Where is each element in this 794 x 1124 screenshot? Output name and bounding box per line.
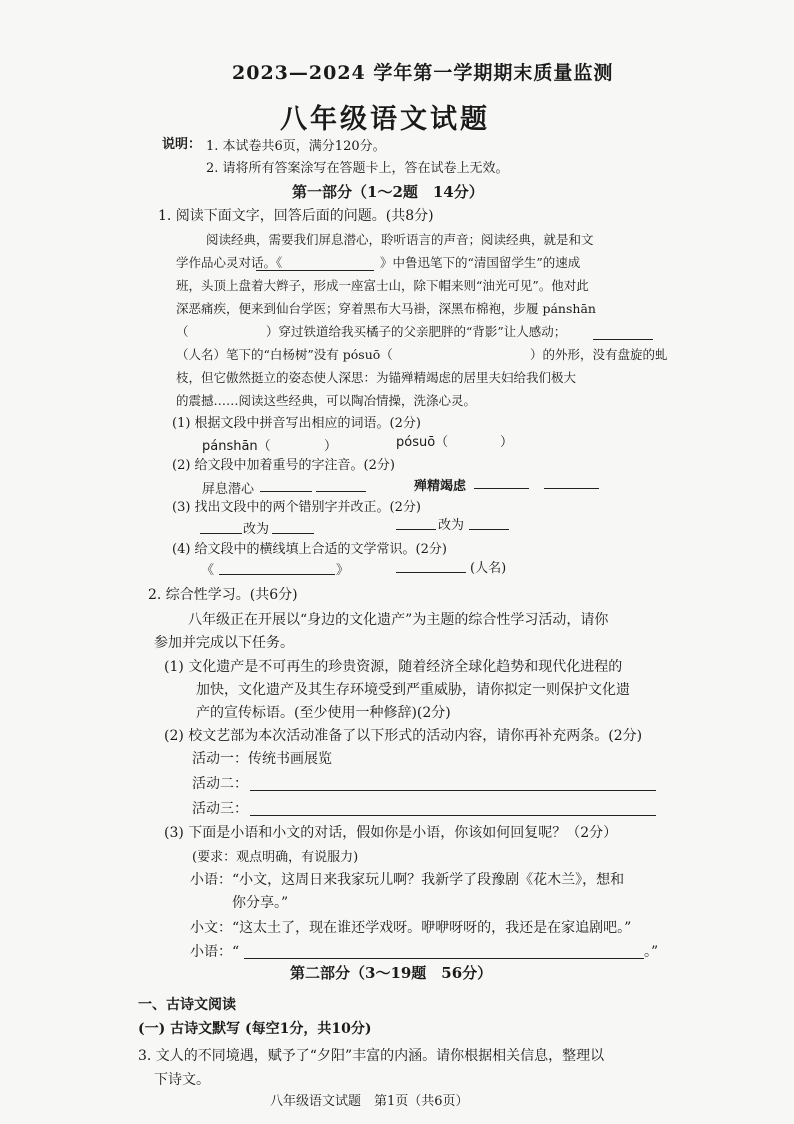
passage-line-2a: 学作品心灵对话。《: [176, 255, 283, 270]
page-footer: 八年级语文试题 第1页（共6页）: [270, 1094, 469, 1109]
notes-line-1: 1. 本试卷共6页，满分120分。: [206, 139, 386, 154]
pinyin-b-label: pósuō（: [396, 435, 449, 450]
q3-line-1: 3. 文人的不同境遇，赋予了“夕阳”丰富的内涵。请你根据相关信息，整理以: [138, 1048, 605, 1064]
xiaoyu-reply-label: 小语：“: [190, 944, 240, 960]
notes-label: 说明：: [162, 137, 202, 152]
passage-line-4: 深恶痛疾，便来到仙台学医；穿着黑布大马褂，深黑布棉袍，步履 pánshān: [176, 301, 596, 316]
passage-line-5b: ）穿过铁道给我买橘子的父亲肥胖的“背影”让人感动；: [266, 324, 567, 339]
xiaoyu-line-1: 小语：“小文，这周日来我家玩儿啊？我新学了段豫剧《花木兰》，想和: [190, 872, 625, 888]
typo-2-wrong[interactable]: [396, 529, 436, 530]
activity-1: 活动一：传统书画展览: [192, 751, 332, 767]
sub4-book-blank[interactable]: [219, 574, 335, 575]
q2-sub1-line-1: (1) 文化遗产是不可再生的珍贵资源，随着经济全球化趋势和现代化进程的: [164, 659, 623, 675]
subsection-heading: (一) 古诗文默写 (每空1分，共10分): [138, 1021, 372, 1037]
q2-sub1-line-3: 产的宣传标语。(至少使用一种修辞)(2分): [196, 705, 451, 721]
word-a-blank-2[interactable]: [316, 491, 366, 492]
xiaoyu-reply-end: 。”: [644, 944, 659, 960]
part2-heading: 第二部分（3～19题 56分）: [290, 964, 493, 982]
q2-sub2: (2) 校文艺部为本次活动准备了以下形式的活动内容，请你再补充两条。(2分): [164, 728, 643, 744]
typo-1-wrong[interactable]: [200, 533, 242, 534]
passage-line-5a: （: [176, 324, 189, 339]
q2-stem: 2. 综合性学习。(共6分): [148, 587, 298, 603]
q2-sub1-line-2: 加快，文化遗产及其生存环境受到严重威胁，请你拟定一则保护文化遗: [196, 682, 630, 698]
q1-sub4: (4) 给文段中的横线填上合适的文学常识。(2分): [172, 542, 447, 557]
typo-1-right[interactable]: [272, 533, 314, 534]
q1-stem: 1. 阅读下面文字，回答后面的问题。(共8分): [158, 208, 434, 224]
word-b-blank-1[interactable]: [474, 488, 529, 489]
passage-line-6b: ）的外形，没有盘旋的虬: [530, 347, 668, 362]
passage-line-6a: （人名）笔下的“白杨树”没有 pósuō（: [176, 347, 393, 362]
exam-title: 2023—2024 学年第一学期期末质量监测: [232, 62, 614, 84]
q1-sub2: (2) 给文段中加着重号的字注音。(2分): [172, 458, 395, 473]
activity-2-label: 活动二：: [192, 776, 248, 792]
sub4-close: 》: [336, 563, 350, 578]
xiaoyu-reply-blank[interactable]: [244, 958, 644, 959]
word-b: 殚精竭虑: [414, 479, 467, 494]
section-heading: 一、古诗文阅读: [138, 997, 236, 1013]
q2-sub3-requirement: (要求：观点明确，有说服力): [192, 850, 359, 865]
activity-3-label: 活动三：: [192, 801, 248, 817]
part1-heading: 第一部分（1～2题 14分）: [292, 183, 484, 201]
typo-2-change: 改为: [438, 518, 465, 533]
pinyin-b-close: ）: [500, 435, 514, 450]
paper-title: 八年级语文试题: [280, 104, 490, 135]
book-title-blank[interactable]: [256, 256, 374, 271]
sub4-person-blank[interactable]: [396, 572, 466, 573]
pinyin-a-close: ）: [324, 439, 338, 454]
passage-line-8: 的震撼……阅读这些经典，可以陶冶情操，洗涤心灵。: [176, 393, 477, 408]
typo-1-change: 改为: [243, 522, 270, 537]
passage-line-2b: 》中鲁迅笔下的“清国留学生”的速成: [380, 255, 581, 270]
word-a: 屏息潜心: [202, 482, 255, 497]
q3-line-2: 下诗文。: [154, 1072, 210, 1088]
q2-intro-2: 参加并完成以下任务。: [154, 635, 294, 651]
xiaowen-line: 小文：“这太土了，现在谁还学戏呀。咿咿呀呀的，我还是在家追剧吧。”: [190, 920, 632, 936]
activity-3-blank[interactable]: [250, 815, 656, 816]
sub4-open: 《: [201, 563, 215, 578]
xiaoyu-line-2: 你分享。”: [232, 895, 289, 911]
passage-line-1: 阅读经典，需要我们屏息潜心，聆听语言的声音；阅读经典，就是和文: [206, 232, 594, 247]
typo-2-right[interactable]: [469, 529, 509, 530]
q1-sub1: (1) 根据文段中拼音写出相应的词语。(2分): [172, 416, 421, 431]
notes-line-2: 2. 请将所有答案涂写在答题卡上，答在试卷上无效。: [206, 161, 509, 176]
q1-sub3: (3) 找出文段中的两个错别字并改正。(2分): [172, 500, 421, 515]
activity-2-blank[interactable]: [250, 790, 656, 791]
passage-line-3: 班，头顶上盘着大辫子，形成一座富士山，除下帽来则“油光可见”。他对此: [176, 278, 589, 293]
word-a-blank-1[interactable]: [260, 491, 312, 492]
q2-intro-1: 八年级正在开展以“身边的文化遗产”为主题的综合性学习活动，请你: [188, 612, 609, 628]
author-name-blank[interactable]: [593, 325, 653, 340]
q2-sub3: (3) 下面是小语和小文的对话，假如你是小语，你该如何回复呢？（2分）: [164, 825, 618, 841]
sub4-person-label: (人名): [470, 561, 507, 576]
word-b-blank-2[interactable]: [544, 488, 599, 489]
passage-line-7: 枝，但它傲然挺立的姿态使人深思：为锚殚精竭虑的居里夫妇给我们极大: [176, 370, 577, 385]
pinyin-a-label: pánshān（: [202, 439, 271, 454]
